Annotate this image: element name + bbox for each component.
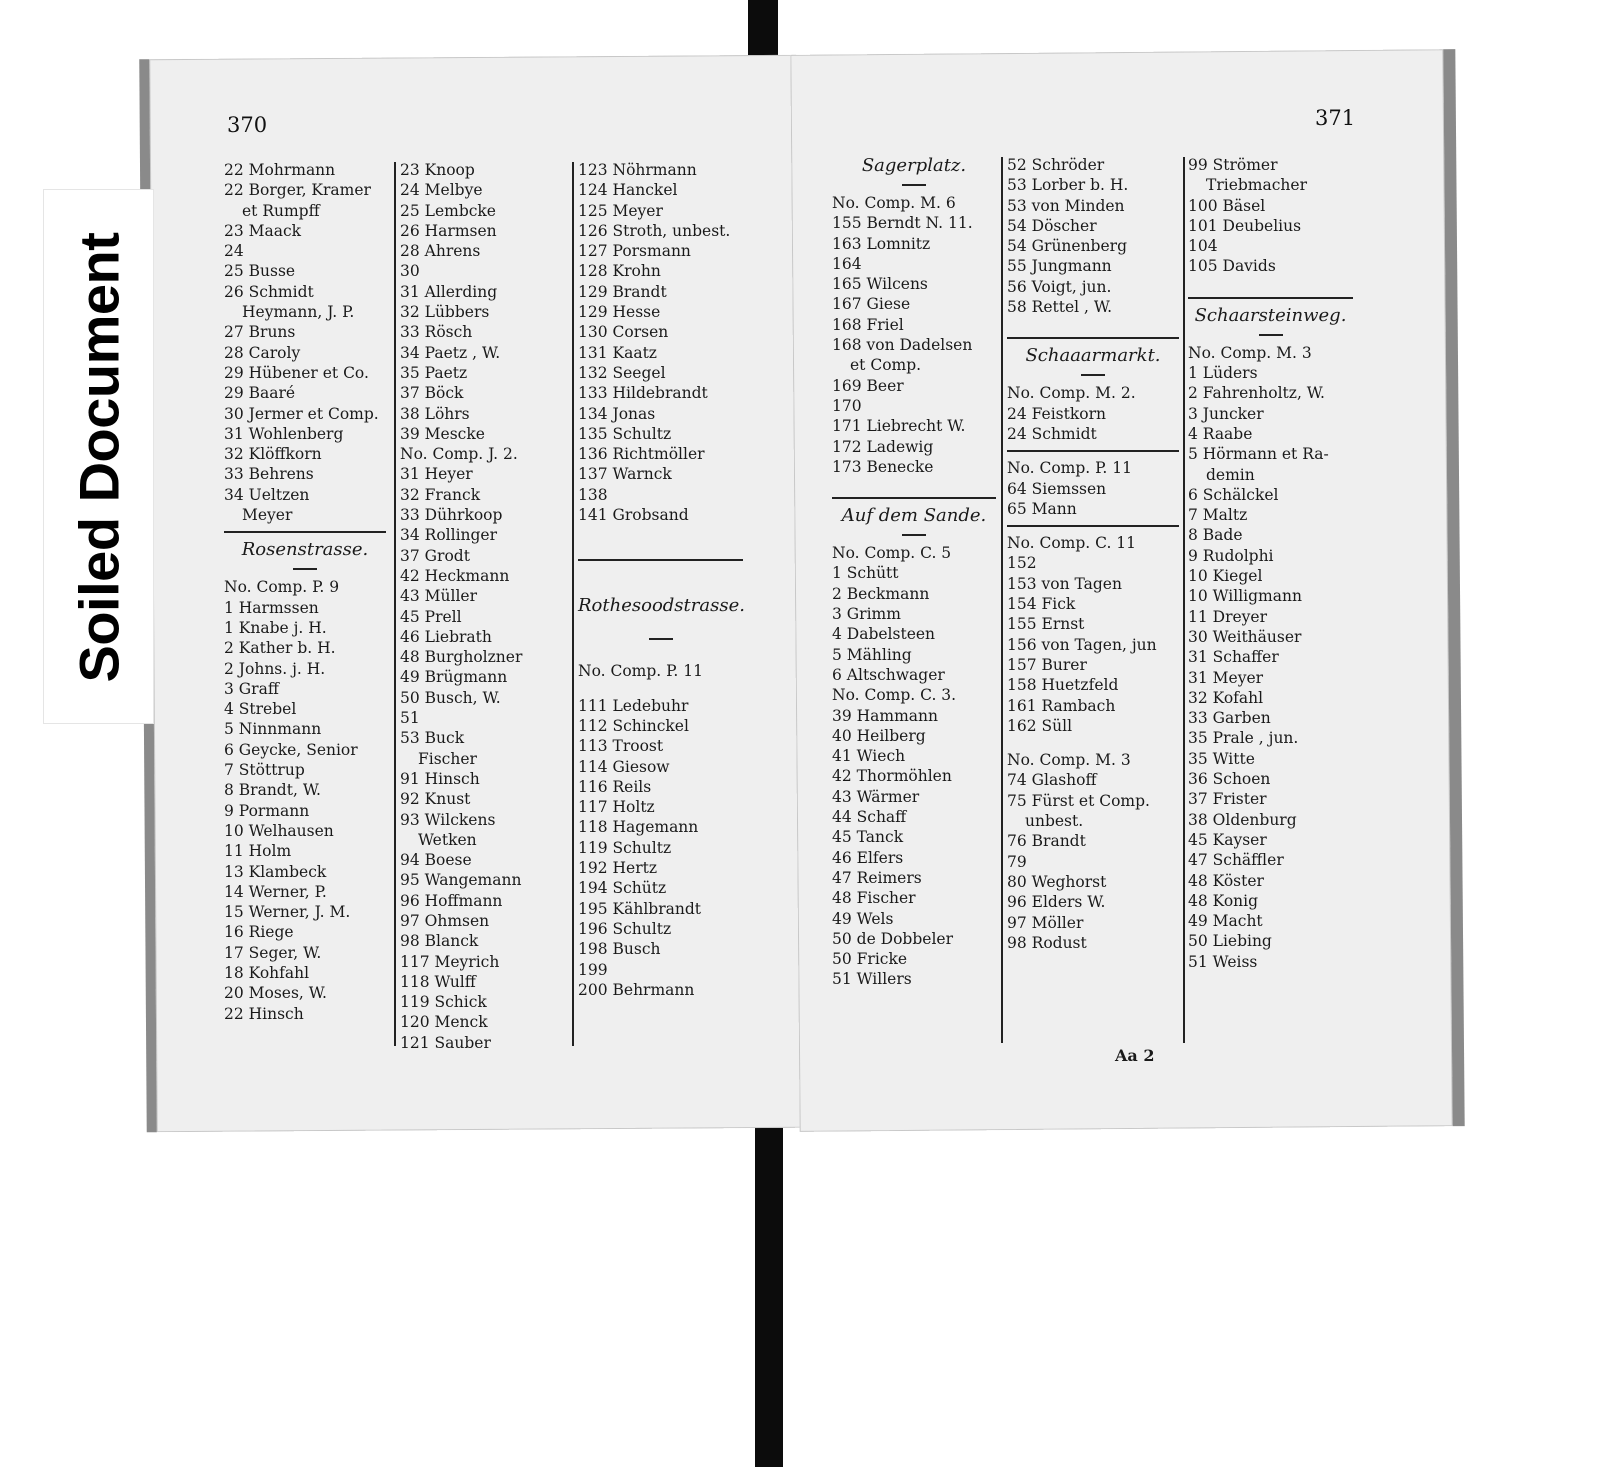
directory-entry: 34 Rollinger <box>400 526 498 545</box>
directory-entry: 40 Heilberg <box>832 726 926 745</box>
directory-entry: 32 Franck <box>400 485 481 504</box>
directory-entry: unbest. <box>1025 812 1084 831</box>
directory-entry: 173 Benecke <box>832 457 934 476</box>
directory-entry: 168 von Dadelsen <box>832 336 973 355</box>
directory-entry: 158 Huetzfeld <box>1007 676 1119 695</box>
section-rule <box>1007 331 1179 345</box>
directory-entry: 7 Maltz <box>1188 506 1248 525</box>
directory-entry: 15 Werner, J. M. <box>224 903 351 922</box>
directory-entry: 117 Meyrich <box>400 952 500 971</box>
directory-entry: 132 Seegel <box>578 363 666 382</box>
directory-entry: 42 Thormöhlen <box>832 767 952 786</box>
directory-entry: 4 Dabelsteen <box>832 625 936 644</box>
directory-entry: 100 Bäsel <box>1188 196 1266 215</box>
directory-entry: 10 Willigmann <box>1188 587 1302 606</box>
directory-entry: 37 Frister <box>1188 790 1267 809</box>
directory-entry: 31 Schaffer <box>1188 648 1279 667</box>
directory-entry: 113 Troost <box>578 737 664 756</box>
directory-entry: 65 Mann <box>1007 499 1077 518</box>
directory-entry: 117 Holtz <box>578 798 655 817</box>
directory-entry: 169 Beer <box>832 376 904 395</box>
directory-entry: Heymann, J. P. <box>242 303 355 322</box>
directory-entry: 155 Ernst <box>1007 615 1085 634</box>
spacer <box>578 567 743 581</box>
street-heading: Auf dem Sande. <box>841 505 987 527</box>
directory-entry: 18 Kohfahl <box>224 963 310 982</box>
directory-entry: 172 Ladewig <box>832 437 934 456</box>
spacer <box>578 581 743 595</box>
directory-entry: 6 Altschwager <box>832 665 945 684</box>
street-heading: Rothesoodstrasse. <box>578 595 745 617</box>
directory-entry: 13 Klambeck <box>224 862 327 881</box>
directory-entry: 28 Ahrens <box>400 242 481 261</box>
section-dash <box>1188 327 1353 343</box>
street-heading: Rosenstrasse. <box>241 539 369 561</box>
directory-entry: 153 von Tagen <box>1007 574 1122 593</box>
directory-entry: 75 Fürst et Comp. <box>1007 791 1150 810</box>
directory-entry: 22 Mohrmann <box>224 161 336 179</box>
section-rule <box>224 525 386 539</box>
directory-entry: 124 Hanckel <box>578 181 678 200</box>
directory-entry: 33 Behrens <box>224 465 314 484</box>
street-heading: Schaaarmarkt. <box>1025 345 1161 367</box>
spacer <box>578 647 743 661</box>
directory-entry: 134 Jonas <box>578 404 656 423</box>
directory-entry: 33 Rösch <box>400 323 473 342</box>
directory-entry: 14 Werner, P. <box>224 882 327 901</box>
directory-entry: 44 Schaff <box>832 808 907 827</box>
directory-entry: 49 Wels <box>832 909 894 928</box>
column-divider <box>1001 157 1003 1043</box>
street-heading: Sagerplatz. <box>861 155 967 176</box>
directory-entry: 26 Harmsen <box>400 221 497 240</box>
directory-entry: 4 Raabe <box>1188 424 1253 443</box>
directory-entry: 93 Wilckens <box>400 810 496 829</box>
directory-entry: 163 Lomnitz <box>832 234 931 253</box>
directory-entry: 24 Melbye <box>400 181 483 200</box>
directory-entry: 2 Johns. j. H. <box>224 659 326 678</box>
directory-entry: 119 Schultz <box>578 838 672 857</box>
directory-entry: 116 Reils <box>578 777 652 796</box>
signature-mark: Aa 2 <box>1115 1046 1155 1065</box>
directory-entry: Triebmacher <box>1206 176 1307 195</box>
directory-entry: 1 Lüders <box>1188 364 1258 383</box>
directory-entry: 2 Fahrenholtz, W. <box>1188 384 1325 403</box>
directory-entry: 50 Liebing <box>1188 932 1272 951</box>
directory-entry: 31 Wohlenberg <box>224 424 344 443</box>
directory-entry: 32 Kofahl <box>1188 688 1264 707</box>
directory-entry: 6 Geycke, Senior <box>224 740 358 759</box>
directory-entry: 95 Wangemann <box>400 871 522 890</box>
directory-entry: 29 Hübener et Co. <box>224 363 369 382</box>
directory-entry: 129 Hesse <box>578 303 661 322</box>
directory-entry: 5 Ninnmann <box>224 720 322 739</box>
directory-entry: 50 Busch, W. <box>400 688 501 707</box>
directory-entry: 49 Brügmann <box>400 668 508 687</box>
section-rule <box>578 553 743 567</box>
directory-entry: Fischer <box>418 749 477 768</box>
directory-entry: 54 Döscher <box>1007 216 1097 235</box>
directory-entry: 126 Stroth, unbest. <box>578 221 731 240</box>
directory-entry: 24 Schmidt <box>1007 424 1097 443</box>
directory-entry: 23 Maack <box>224 221 302 240</box>
directory-entry: 27 Bruns <box>224 323 296 342</box>
directory-entry: 7 Stöttrup <box>224 761 305 780</box>
directory-entry: 25 Lembcke <box>400 201 496 220</box>
section-rule <box>832 491 996 505</box>
directory-entry: No. Comp. J. 2. <box>400 445 518 464</box>
directory-entry: 64 Siemssen <box>1007 479 1107 498</box>
directory-entry: 2 Beckmann <box>832 584 930 603</box>
directory-entry: No. Comp. P. 11 <box>578 662 704 681</box>
directory-entry: 9 Pormann <box>224 801 310 820</box>
directory-entry: 10 Welhausen <box>224 821 334 840</box>
directory-entry: demin <box>1206 465 1255 484</box>
directory-entry: 34 Paetz , W. <box>400 343 501 362</box>
directory-entry: 30 Weithäuser <box>1188 627 1302 646</box>
directory-entry: 42 Heckmann <box>400 566 510 585</box>
directory-entry: 29 Baaré <box>224 384 296 403</box>
directory-entry: 135 Schultz <box>578 424 672 443</box>
directory-entry: 35 Prale , jun. <box>1188 729 1299 748</box>
directory-entry: 56 Voigt, jun. <box>1007 277 1112 296</box>
directory-entry: 112 Schinckel <box>578 716 689 735</box>
left-page-number: 370 <box>227 113 268 137</box>
directory-entry: 133 Hildebrandt <box>578 384 708 403</box>
spacer <box>1007 736 1179 750</box>
directory-entry: 48 Köster <box>1188 871 1264 890</box>
directory-entry: 22 Hinsch <box>224 1004 304 1023</box>
directory-entry: 114 Giesow <box>578 757 670 776</box>
directory-entry: No. Comp. P. 11 <box>1007 459 1133 478</box>
directory-entry: et Comp. <box>850 356 922 375</box>
directory-entry: 26 Schmidt <box>224 282 314 301</box>
spacer <box>578 617 743 631</box>
directory-entry: 49 Macht <box>1188 912 1263 931</box>
directory-entry: 130 Corsen <box>578 323 669 342</box>
directory-entry: 154 Fick <box>1007 595 1076 614</box>
directory-entry: 20 Moses, W. <box>224 984 327 1003</box>
section-rule <box>1188 291 1353 305</box>
directory-entry: 128 Krohn <box>578 262 661 281</box>
directory-entry: 156 von Tagen, jun <box>1007 635 1157 654</box>
directory-entry: 129 Brandt <box>578 282 667 301</box>
directory-entry: 33 Garben <box>1188 709 1271 728</box>
directory-entry: 23 Knoop <box>400 161 475 179</box>
directory-entry: 43 Müller <box>400 587 478 606</box>
directory-entry: 51 Willers <box>832 970 912 989</box>
directory-entry: 119 Schick <box>400 993 487 1012</box>
directory-entry: 105 Davids <box>1188 257 1276 276</box>
directory-entry: 104 <box>1188 237 1218 256</box>
directory-entry: 96 Hoffmann <box>400 891 503 910</box>
directory-entry: 165 Wilcens <box>832 275 928 294</box>
directory-entry: 5 Mähling <box>832 645 912 664</box>
column-divider <box>1183 157 1185 1043</box>
section-rule <box>1007 519 1179 533</box>
label-text: Soiled Document <box>67 232 131 683</box>
directory-entry: 199 <box>578 960 608 979</box>
directory-entry: 31 Heyer <box>400 465 473 484</box>
section-dash <box>224 561 386 577</box>
directory-entry: 25 Busse <box>224 262 296 281</box>
directory-entry: 8 Brandt, W. <box>224 781 321 800</box>
directory-entry: 118 Wulff <box>400 972 476 991</box>
right-page-number: 371 <box>1315 106 1356 130</box>
directory-entry: 53 Buck <box>400 729 465 748</box>
directory-entry: 194 Schütz <box>578 879 667 898</box>
directory-entry: 45 Tanck <box>832 828 904 847</box>
directory-entry: 39 Mescke <box>400 424 485 443</box>
directory-entry: 136 Richtmöller <box>578 445 705 464</box>
directory-entry: 79 <box>1007 852 1027 871</box>
directory-entry: 168 Friel <box>832 315 904 334</box>
directory-entry: et Rumpff <box>242 201 320 220</box>
directory-entry: 10 Kiegel <box>1188 567 1263 586</box>
directory-entry: 170 <box>832 396 862 415</box>
directory-entry: 36 Schoen <box>1188 770 1271 789</box>
directory-entry: 167 Giese <box>832 295 911 314</box>
book-spine-bottom <box>755 1120 783 1467</box>
directory-entry: No. Comp. M. 2. <box>1007 384 1136 403</box>
section-rule <box>1007 444 1179 458</box>
directory-entry: 155 Berndt N. 11. <box>832 214 973 233</box>
directory-entry: 31 Meyer <box>1188 668 1264 687</box>
directory-entry: 121 Sauber <box>400 1033 491 1052</box>
directory-entry: 131 Kaatz <box>578 343 657 362</box>
directory-entry: 55 Jungmann <box>1007 257 1112 276</box>
section-dash <box>1007 367 1179 383</box>
right-column-2 <box>1007 155 1179 953</box>
spacer <box>1007 317 1179 331</box>
directory-entry: 11 Dreyer <box>1188 607 1267 626</box>
directory-entry: 195 Kählbrandt <box>578 899 701 918</box>
directory-entry: 35 Paetz <box>400 363 468 382</box>
directory-entry: Meyer <box>242 506 293 525</box>
directory-entry: 37 Grodt <box>400 546 470 565</box>
directory-entry: 141 Grobsand <box>578 506 689 525</box>
directory-entry: 46 Liebrath <box>400 627 492 646</box>
directory-entry: 118 Hagemann <box>578 818 699 837</box>
left-column-3 <box>578 160 743 1000</box>
directory-entry: 50 Fricke <box>832 950 908 969</box>
soiled-document-label <box>44 190 153 723</box>
directory-entry: 101 Deubelius <box>1188 216 1302 235</box>
directory-entry: 51 Weiss <box>1188 952 1258 971</box>
directory-entry: 8 Bade <box>1188 526 1243 545</box>
directory-entry: 30 <box>400 262 420 281</box>
directory-entry: No. Comp. M. 3 <box>1188 343 1312 362</box>
directory-entry: 22 Borger, Kramer <box>224 181 371 200</box>
directory-entry: 11 Holm <box>224 842 292 861</box>
directory-entry: 2 Kather b. H. <box>224 639 336 658</box>
directory-entry: No. Comp. M. 6 <box>832 194 956 212</box>
directory-entry: 97 Ohmsen <box>400 911 490 930</box>
directory-entry: 200 Behrmann <box>578 980 695 999</box>
directory-entry: 17 Seger, W. <box>224 943 322 962</box>
directory-entry: 28 Caroly <box>224 343 301 362</box>
directory-entry: 3 Juncker <box>1188 404 1264 423</box>
directory-entry: 111 Ledebuhr <box>578 696 689 715</box>
directory-entry: 32 Lübbers <box>400 303 490 322</box>
directory-entry: 35 Witte <box>1188 749 1255 768</box>
section-dash <box>578 631 743 647</box>
directory-entry: 48 Konig <box>1188 891 1259 910</box>
directory-entry: 45 Kayser <box>1188 830 1267 849</box>
directory-entry: 3 Graff <box>224 679 279 698</box>
directory-entry: 76 Brandt <box>1007 832 1086 851</box>
directory-entry: 157 Burer <box>1007 655 1087 674</box>
directory-entry: 45 Prell <box>400 607 462 626</box>
section-dash <box>832 177 996 193</box>
directory-entry: 192 Hertz <box>578 859 658 878</box>
directory-entry: 137 Warnck <box>578 465 672 484</box>
directory-entry: Wetken <box>418 830 477 849</box>
directory-entry: 5 Hörmann et Ra- <box>1188 445 1329 464</box>
spacer <box>578 539 743 553</box>
directory-entry: 161 Rambach <box>1007 696 1116 715</box>
spacer <box>578 682 743 696</box>
column-divider <box>394 162 396 1046</box>
directory-entry: 41 Wiech <box>832 747 906 766</box>
directory-entry: 74 Glashoff <box>1007 771 1097 790</box>
directory-entry: 34 Ueltzen <box>224 485 310 504</box>
street-heading: Schaarsteinweg. <box>1194 304 1347 326</box>
column-divider <box>572 162 574 1046</box>
directory-entry: 198 Busch <box>578 940 661 959</box>
directory-entry: 31 Allerding <box>400 282 498 301</box>
directory-entry: 9 Rudolphi <box>1188 546 1274 565</box>
directory-entry: 46 Elfers <box>832 848 904 867</box>
directory-entry: 97 Möller <box>1007 913 1084 932</box>
directory-entry: 127 Porsmann <box>578 242 691 261</box>
directory-entry: 196 Schultz <box>578 919 672 938</box>
directory-entry: 164 <box>832 254 862 273</box>
directory-entry: 123 Nöhrmann <box>578 161 697 179</box>
directory-entry: No. Comp. M. 3 <box>1007 751 1131 770</box>
directory-entry: 120 Menck <box>400 1013 488 1032</box>
left-column-1 <box>224 160 386 1024</box>
directory-entry: 47 Schäffler <box>1188 851 1284 870</box>
directory-entry: 39 Hammann <box>832 706 939 725</box>
section-dash <box>832 527 996 543</box>
directory-entry: 37 Böck <box>400 384 464 403</box>
directory-entry: 54 Grünenberg <box>1007 237 1127 256</box>
directory-entry: 6 Schälckel <box>1188 485 1279 504</box>
directory-entry: 3 Grimm <box>832 605 901 624</box>
directory-entry: 162 Süll <box>1007 716 1073 735</box>
directory-entry: 51 <box>400 709 420 728</box>
directory-entry: 24 <box>224 242 244 261</box>
directory-entry: No. Comp. P. 9 <box>224 578 340 597</box>
directory-entry: 24 Feistkorn <box>1007 404 1106 423</box>
directory-entry: 16 Riege <box>224 923 294 942</box>
directory-entry: 43 Wärmer <box>832 787 920 806</box>
directory-entry: 58 Rettel , W. <box>1007 298 1113 317</box>
directory-entry: 32 Klöffkorn <box>224 445 322 464</box>
left-column-2 <box>400 160 565 1053</box>
directory-entry: 171 Liebrecht W. <box>832 417 966 436</box>
directory-entry: 94 Boese <box>400 851 472 870</box>
spacer <box>1188 277 1353 291</box>
right-column-3 <box>1188 155 1353 972</box>
directory-entry: 48 Burgholzner <box>400 648 523 667</box>
spacer <box>578 525 743 539</box>
directory-entry: 98 Blanck <box>400 932 479 951</box>
directory-entry: 98 Rodust <box>1007 933 1087 952</box>
spacer <box>832 477 996 491</box>
directory-entry: 1 Knabe j. H. <box>224 618 327 637</box>
directory-entry: 91 Hinsch <box>400 769 480 788</box>
directory-entry: 138 <box>578 485 608 504</box>
directory-entry: 53 Lorber b. H. <box>1007 176 1129 195</box>
directory-entry: 125 Meyer <box>578 201 663 220</box>
directory-entry: 1 Harmssen <box>224 598 319 617</box>
directory-entry: 48 Fischer <box>832 889 916 908</box>
directory-entry: No. Comp. C. 5 <box>832 544 952 563</box>
directory-entry: 38 Oldenburg <box>1188 810 1297 829</box>
directory-entry: 4 Strebel <box>224 700 297 719</box>
directory-entry: 38 Löhrs <box>400 404 470 423</box>
directory-entry: 96 Elders W. <box>1007 893 1106 912</box>
directory-entry: 80 Weghorst <box>1007 872 1107 891</box>
right-column-1 <box>832 155 996 990</box>
directory-entry: 30 Jermer et Comp. <box>224 404 379 423</box>
directory-entry: 53 von Minden <box>1007 196 1125 215</box>
directory-entry: No. Comp. C. 3. <box>832 686 957 705</box>
directory-entry: 33 Dührkoop <box>400 506 503 525</box>
directory-entry: 52 Schröder <box>1007 156 1105 174</box>
directory-entry: 92 Knust <box>400 790 471 809</box>
directory-entry: 99 Strömer <box>1188 156 1278 174</box>
directory-entry: 50 de Dobbeler <box>832 929 953 948</box>
directory-entry: 1 Schütt <box>832 564 899 583</box>
directory-entry: 47 Reimers <box>832 868 922 887</box>
directory-entry: No. Comp. C. 11 <box>1007 534 1137 553</box>
directory-entry: 152 <box>1007 554 1037 573</box>
